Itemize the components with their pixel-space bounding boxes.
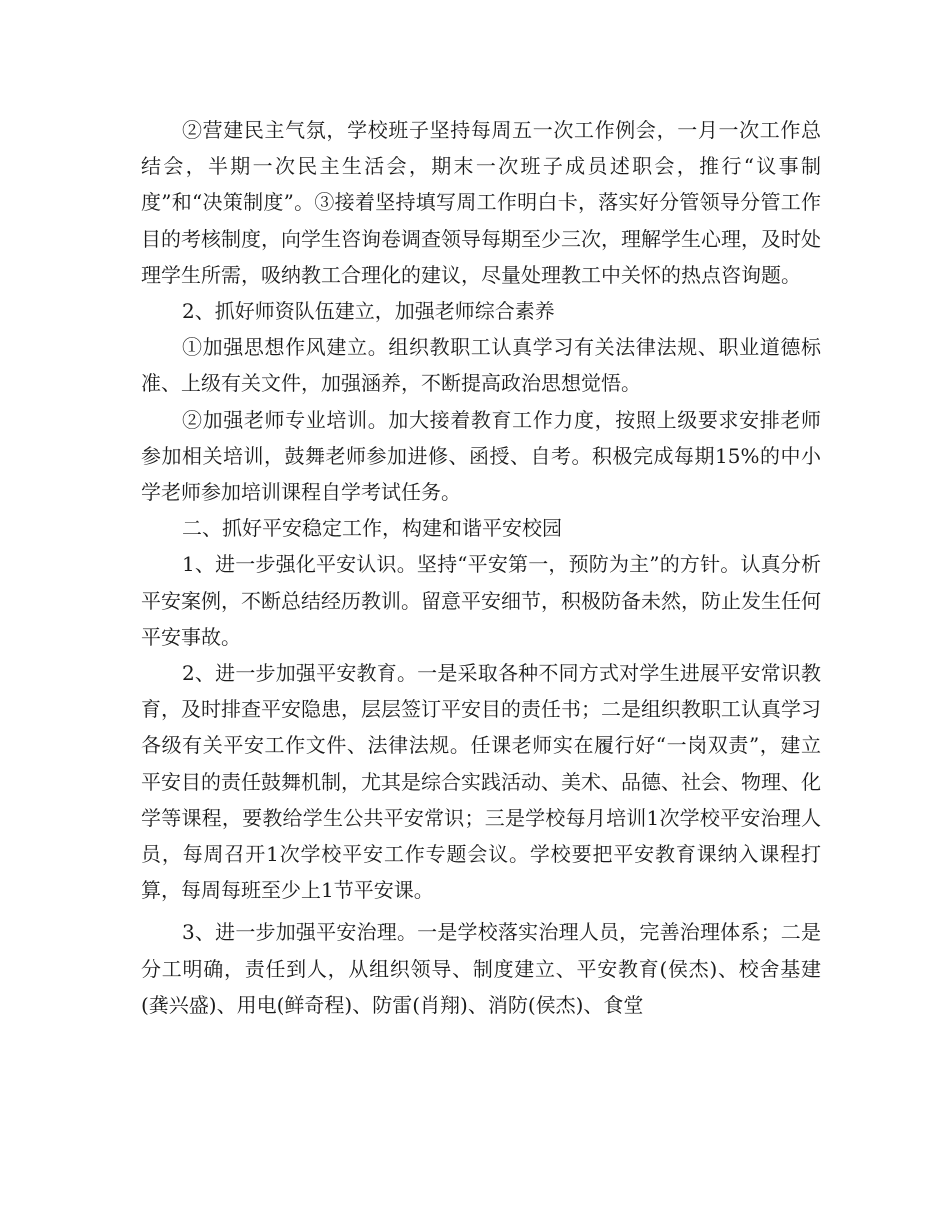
heading-safety-stability: 二、抓好平安稳定工作，构建和谐平安校园 xyxy=(182,516,562,541)
paragraph-ideological-style: ①加强思想作风建立。组织教职工认真学习有关法律法规、职业道德标准、上级有关文件，加强涵养，不断提高政治思想觉悟。 xyxy=(141,335,821,396)
paragraph-safety-management: 3、进一步加强平安治理。一是学校落实治理人员，完善治理体系；二是分工明确，责任到人，从组织领导、制度建立、平安教育(侯杰)、校舍基建(龚兴盛)、用电(鲜奇程)、防雷(肖翔)、消防(侯杰)、食堂 xyxy=(141,920,821,1017)
paragraph-professional-training: ②加强老师专业培训。加大接着教育工作力度，按照上级要求安排老师参加相关培训，鼓舞老师参加进修、函授、自考。积极完成每期15%的中小学老师参加培训课程自学考试任务。 xyxy=(141,407,821,505)
heading-teacher-team: 2、抓好师资队伍建立，加强老师综合素养 xyxy=(182,299,555,324)
paragraph-democratic-atmosphere: ②营建民主气氛，学校班子坚持每周五一次工作例会，一月一次工作总结会，半期一次民主生活会，期末一次班子成员述职会，推行“议事制度”和“决策制度”。③接着坚持填写周工作明白卡，落实好分管领导分管工作目的考核制度，向学生咨询卷调查领导每期至少三次，理解学生心理，及时处理学生所需，吸纳教工合理化的建议，尽量处理教工中关怀的热点咨询题。 xyxy=(141,118,821,287)
paragraph-safety-education: 2、进一步加强平安教育。一是采取各种不同方式对学生进展平安常识教育，及时排查平安隐患，层层签订平安目的责任书；二是组织教职工认真学习各级有关平安工作文件、法律法规。任课老师实在履行好“一岗双责”，建立平安目的责任鼓舞机制，尤其是综合实践活动、美术、品德、社会、物理、化学等课程，要教给学生公共平安常识；三是学校每月培训1次学校平安治理人员，每周召开1次学校平安工作专题会议。学校要把平安教育课纳入课程打算，每周每班至少上1节平安课。 xyxy=(141,661,821,903)
paragraph-safety-awareness: 1、进一步强化平安认识。坚持“平安第一，预防为主”的方针。认真分析平安案例，不断总结经历教训。留意平安细节，积极防备未然，防止发生任何平安事故。 xyxy=(141,552,821,649)
document-body xyxy=(141,112,821,1023)
